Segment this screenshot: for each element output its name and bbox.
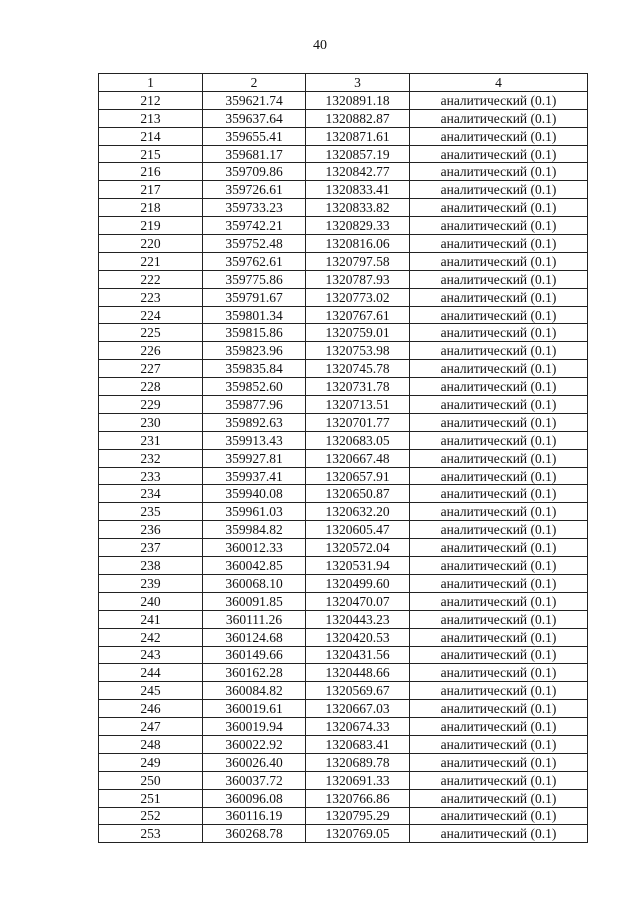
- x-coordinate-cell: 359655.41: [203, 127, 306, 145]
- table-row: [99, 181, 588, 199]
- table-row: [99, 324, 588, 342]
- y-coordinate-cell: 1320448.66: [306, 664, 410, 682]
- method-cell: аналитический (0.1): [410, 378, 588, 396]
- point-number-cell: 245: [99, 682, 203, 700]
- y-coordinate-cell: 1320767.61: [306, 306, 410, 324]
- point-number-cell: 253: [99, 825, 203, 843]
- y-coordinate-cell: 1320569.67: [306, 682, 410, 700]
- x-coordinate-cell: 360019.94: [203, 718, 306, 736]
- y-coordinate-cell: 1320766.86: [306, 789, 410, 807]
- y-coordinate-cell: 1320420.53: [306, 628, 410, 646]
- point-number-cell: 212: [99, 91, 203, 109]
- y-coordinate-cell: 1320759.01: [306, 324, 410, 342]
- coordinates-table: [98, 73, 588, 843]
- x-coordinate-cell: 359961.03: [203, 503, 306, 521]
- method-cell: аналитический (0.1): [410, 413, 588, 431]
- x-coordinate-cell: 360111.26: [203, 610, 306, 628]
- x-coordinate-cell: 360042.85: [203, 557, 306, 575]
- point-number-cell: 225: [99, 324, 203, 342]
- table-row: [99, 396, 588, 414]
- y-coordinate-cell: 1320689.78: [306, 753, 410, 771]
- column-header: 2: [203, 74, 306, 92]
- table-row: [99, 378, 588, 396]
- y-coordinate-cell: 1320816.06: [306, 235, 410, 253]
- table-row: [99, 521, 588, 539]
- method-cell: аналитический (0.1): [410, 485, 588, 503]
- x-coordinate-cell: 360022.92: [203, 735, 306, 753]
- method-cell: аналитический (0.1): [410, 646, 588, 664]
- table-row: [99, 789, 588, 807]
- table-row: [99, 735, 588, 753]
- point-number-cell: 222: [99, 270, 203, 288]
- x-coordinate-cell: 360091.85: [203, 592, 306, 610]
- x-coordinate-cell: 360019.61: [203, 700, 306, 718]
- method-cell: аналитический (0.1): [410, 753, 588, 771]
- table-row: [99, 413, 588, 431]
- point-number-cell: 218: [99, 199, 203, 217]
- point-number-cell: 246: [99, 700, 203, 718]
- y-coordinate-cell: 1320833.82: [306, 199, 410, 217]
- y-coordinate-cell: 1320667.03: [306, 700, 410, 718]
- point-number-cell: 239: [99, 574, 203, 592]
- x-coordinate-cell: 359940.08: [203, 485, 306, 503]
- y-coordinate-cell: 1320731.78: [306, 378, 410, 396]
- table-row: [99, 825, 588, 843]
- table-row: [99, 342, 588, 360]
- y-coordinate-cell: 1320650.87: [306, 485, 410, 503]
- method-cell: аналитический (0.1): [410, 789, 588, 807]
- method-cell: аналитический (0.1): [410, 342, 588, 360]
- y-coordinate-cell: 1320531.94: [306, 557, 410, 575]
- x-coordinate-cell: 360124.68: [203, 628, 306, 646]
- table-row: [99, 91, 588, 109]
- point-number-cell: 234: [99, 485, 203, 503]
- method-cell: аналитический (0.1): [410, 449, 588, 467]
- y-coordinate-cell: 1320745.78: [306, 360, 410, 378]
- method-cell: аналитический (0.1): [410, 324, 588, 342]
- y-coordinate-cell: 1320857.19: [306, 145, 410, 163]
- y-coordinate-cell: 1320882.87: [306, 109, 410, 127]
- y-coordinate-cell: 1320797.58: [306, 252, 410, 270]
- column-header: 4: [410, 74, 588, 92]
- y-coordinate-cell: 1320891.18: [306, 91, 410, 109]
- column-header: 1: [99, 74, 203, 92]
- method-cell: аналитический (0.1): [410, 431, 588, 449]
- table-row: [99, 557, 588, 575]
- table-row: [99, 235, 588, 253]
- point-number-cell: 230: [99, 413, 203, 431]
- table-row: [99, 199, 588, 217]
- method-cell: аналитический (0.1): [410, 467, 588, 485]
- method-cell: аналитический (0.1): [410, 217, 588, 235]
- table-row: [99, 449, 588, 467]
- y-coordinate-cell: 1320769.05: [306, 825, 410, 843]
- y-coordinate-cell: 1320674.33: [306, 718, 410, 736]
- point-number-cell: 219: [99, 217, 203, 235]
- table-row: [99, 431, 588, 449]
- table-row: [99, 467, 588, 485]
- y-coordinate-cell: 1320443.23: [306, 610, 410, 628]
- point-number-cell: 244: [99, 664, 203, 682]
- x-coordinate-cell: 359775.86: [203, 270, 306, 288]
- y-coordinate-cell: 1320787.93: [306, 270, 410, 288]
- method-cell: аналитический (0.1): [410, 610, 588, 628]
- y-coordinate-cell: 1320753.98: [306, 342, 410, 360]
- table-row: [99, 252, 588, 270]
- point-number-cell: 221: [99, 252, 203, 270]
- x-coordinate-cell: 359762.61: [203, 252, 306, 270]
- table-row: [99, 109, 588, 127]
- table-row: [99, 503, 588, 521]
- method-cell: аналитический (0.1): [410, 396, 588, 414]
- method-cell: аналитический (0.1): [410, 360, 588, 378]
- table-row: [99, 771, 588, 789]
- method-cell: аналитический (0.1): [410, 521, 588, 539]
- x-coordinate-cell: 359892.63: [203, 413, 306, 431]
- method-cell: аналитический (0.1): [410, 574, 588, 592]
- table-row: [99, 145, 588, 163]
- method-cell: аналитический (0.1): [410, 163, 588, 181]
- method-cell: аналитический (0.1): [410, 592, 588, 610]
- x-coordinate-cell: 359937.41: [203, 467, 306, 485]
- method-cell: аналитический (0.1): [410, 735, 588, 753]
- method-cell: аналитический (0.1): [410, 288, 588, 306]
- method-cell: аналитический (0.1): [410, 270, 588, 288]
- table-row: [99, 718, 588, 736]
- y-coordinate-cell: 1320572.04: [306, 539, 410, 557]
- point-number-cell: 232: [99, 449, 203, 467]
- column-header: 3: [306, 74, 410, 92]
- table-row: [99, 217, 588, 235]
- method-cell: аналитический (0.1): [410, 771, 588, 789]
- point-number-cell: 226: [99, 342, 203, 360]
- method-cell: аналитический (0.1): [410, 539, 588, 557]
- table-row: [99, 360, 588, 378]
- method-cell: аналитический (0.1): [410, 718, 588, 736]
- x-coordinate-cell: 360068.10: [203, 574, 306, 592]
- point-number-cell: 242: [99, 628, 203, 646]
- page-number: 40: [313, 38, 327, 53]
- point-number-cell: 235: [99, 503, 203, 521]
- method-cell: аналитический (0.1): [410, 825, 588, 843]
- point-number-cell: 240: [99, 592, 203, 610]
- y-coordinate-cell: 1320773.02: [306, 288, 410, 306]
- table-row: [99, 163, 588, 181]
- x-coordinate-cell: 359877.96: [203, 396, 306, 414]
- table-row: [99, 574, 588, 592]
- table-row: [99, 539, 588, 557]
- x-coordinate-cell: 360096.08: [203, 789, 306, 807]
- table-row: [99, 646, 588, 664]
- x-coordinate-cell: 359913.43: [203, 431, 306, 449]
- point-number-cell: 229: [99, 396, 203, 414]
- point-number-cell: 216: [99, 163, 203, 181]
- x-coordinate-cell: 359815.86: [203, 324, 306, 342]
- point-number-cell: 214: [99, 127, 203, 145]
- x-coordinate-cell: 359637.64: [203, 109, 306, 127]
- x-coordinate-cell: 359984.82: [203, 521, 306, 539]
- point-number-cell: 247: [99, 718, 203, 736]
- y-coordinate-cell: 1320632.20: [306, 503, 410, 521]
- x-coordinate-cell: 359801.34: [203, 306, 306, 324]
- y-coordinate-cell: 1320842.77: [306, 163, 410, 181]
- point-number-cell: 241: [99, 610, 203, 628]
- point-number-cell: 227: [99, 360, 203, 378]
- table-header-row: [99, 74, 588, 92]
- method-cell: аналитический (0.1): [410, 807, 588, 825]
- y-coordinate-cell: 1320829.33: [306, 217, 410, 235]
- y-coordinate-cell: 1320713.51: [306, 396, 410, 414]
- table-row: [99, 682, 588, 700]
- x-coordinate-cell: 360012.33: [203, 539, 306, 557]
- x-coordinate-cell: 360162.28: [203, 664, 306, 682]
- point-number-cell: 215: [99, 145, 203, 163]
- point-number-cell: 217: [99, 181, 203, 199]
- table-row: [99, 485, 588, 503]
- point-number-cell: 223: [99, 288, 203, 306]
- x-coordinate-cell: 359823.96: [203, 342, 306, 360]
- x-coordinate-cell: 359681.17: [203, 145, 306, 163]
- y-coordinate-cell: 1320499.60: [306, 574, 410, 592]
- method-cell: аналитический (0.1): [410, 682, 588, 700]
- table-row: [99, 610, 588, 628]
- table-row: [99, 288, 588, 306]
- x-coordinate-cell: 359709.86: [203, 163, 306, 181]
- y-coordinate-cell: 1320657.91: [306, 467, 410, 485]
- x-coordinate-cell: 360037.72: [203, 771, 306, 789]
- table-row: [99, 753, 588, 771]
- x-coordinate-cell: 360084.82: [203, 682, 306, 700]
- point-number-cell: 220: [99, 235, 203, 253]
- x-coordinate-cell: 359752.48: [203, 235, 306, 253]
- point-number-cell: 252: [99, 807, 203, 825]
- table-row: [99, 592, 588, 610]
- x-coordinate-cell: 359726.61: [203, 181, 306, 199]
- coordinates-table-body: [99, 74, 588, 843]
- table-row: [99, 700, 588, 718]
- point-number-cell: 224: [99, 306, 203, 324]
- x-coordinate-cell: 360268.78: [203, 825, 306, 843]
- method-cell: аналитический (0.1): [410, 700, 588, 718]
- x-coordinate-cell: 360149.66: [203, 646, 306, 664]
- point-number-cell: 250: [99, 771, 203, 789]
- method-cell: аналитический (0.1): [410, 503, 588, 521]
- method-cell: аналитический (0.1): [410, 557, 588, 575]
- method-cell: аналитический (0.1): [410, 91, 588, 109]
- x-coordinate-cell: 360116.19: [203, 807, 306, 825]
- method-cell: аналитический (0.1): [410, 235, 588, 253]
- method-cell: аналитический (0.1): [410, 306, 588, 324]
- y-coordinate-cell: 1320795.29: [306, 807, 410, 825]
- y-coordinate-cell: 1320691.33: [306, 771, 410, 789]
- y-coordinate-cell: 1320431.56: [306, 646, 410, 664]
- method-cell: аналитический (0.1): [410, 199, 588, 217]
- x-coordinate-cell: 359852.60: [203, 378, 306, 396]
- method-cell: аналитический (0.1): [410, 628, 588, 646]
- point-number-cell: 231: [99, 431, 203, 449]
- x-coordinate-cell: 359835.84: [203, 360, 306, 378]
- table-row: [99, 127, 588, 145]
- table-row: [99, 628, 588, 646]
- y-coordinate-cell: 1320683.05: [306, 431, 410, 449]
- y-coordinate-cell: 1320833.41: [306, 181, 410, 199]
- point-number-cell: 249: [99, 753, 203, 771]
- table-row: [99, 807, 588, 825]
- method-cell: аналитический (0.1): [410, 109, 588, 127]
- y-coordinate-cell: 1320470.07: [306, 592, 410, 610]
- point-number-cell: 236: [99, 521, 203, 539]
- x-coordinate-cell: 359733.23: [203, 199, 306, 217]
- point-number-cell: 237: [99, 539, 203, 557]
- x-coordinate-cell: 359742.21: [203, 217, 306, 235]
- y-coordinate-cell: 1320701.77: [306, 413, 410, 431]
- method-cell: аналитический (0.1): [410, 145, 588, 163]
- x-coordinate-cell: 359927.81: [203, 449, 306, 467]
- x-coordinate-cell: 360026.40: [203, 753, 306, 771]
- table-row: [99, 270, 588, 288]
- method-cell: аналитический (0.1): [410, 127, 588, 145]
- method-cell: аналитический (0.1): [410, 664, 588, 682]
- y-coordinate-cell: 1320871.61: [306, 127, 410, 145]
- point-number-cell: 228: [99, 378, 203, 396]
- point-number-cell: 251: [99, 789, 203, 807]
- point-number-cell: 233: [99, 467, 203, 485]
- y-coordinate-cell: 1320667.48: [306, 449, 410, 467]
- point-number-cell: 243: [99, 646, 203, 664]
- method-cell: аналитический (0.1): [410, 181, 588, 199]
- table-row: [99, 306, 588, 324]
- x-coordinate-cell: 359621.74: [203, 91, 306, 109]
- x-coordinate-cell: 359791.67: [203, 288, 306, 306]
- point-number-cell: 238: [99, 557, 203, 575]
- y-coordinate-cell: 1320605.47: [306, 521, 410, 539]
- y-coordinate-cell: 1320683.41: [306, 735, 410, 753]
- point-number-cell: 248: [99, 735, 203, 753]
- table-row: [99, 664, 588, 682]
- point-number-cell: 213: [99, 109, 203, 127]
- method-cell: аналитический (0.1): [410, 252, 588, 270]
